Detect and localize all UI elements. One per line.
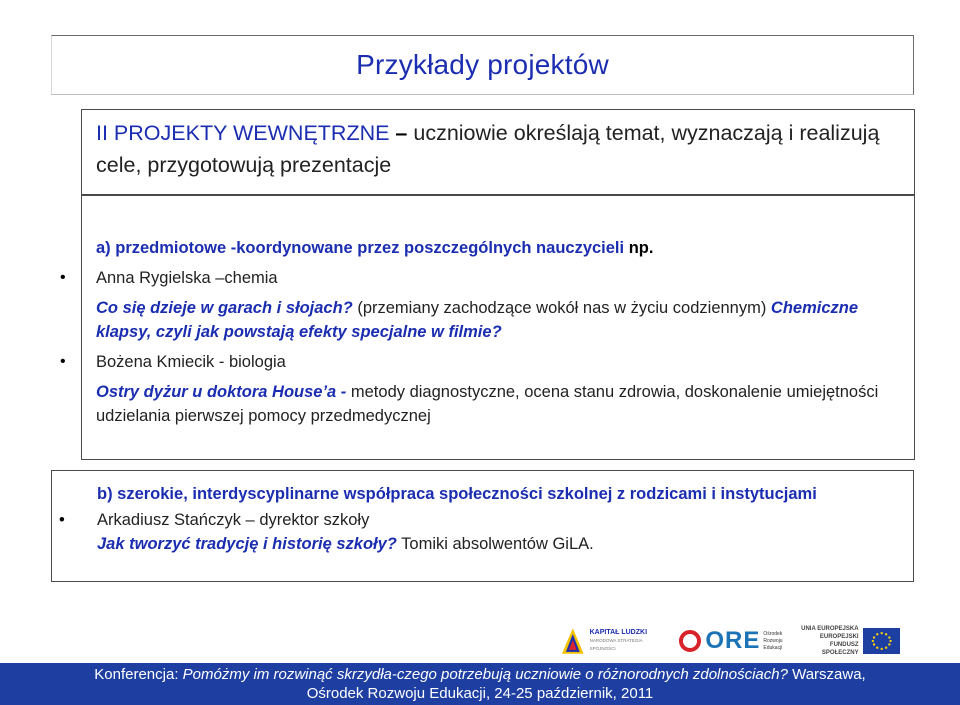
kapital-ludzki-logo: KAPITAŁ LUDZKI NARODOWA STRATEGIA SPÓJNOŚCI (560, 626, 668, 656)
item-description (96, 380, 900, 428)
item-title: Ostry dyżur u doktora House’a - (96, 383, 347, 401)
section-internal-projects (81, 109, 915, 195)
bullet-icon: • (60, 353, 66, 370)
eu-flag-icon (863, 628, 900, 654)
footer-line-1: Konferencja: Pomóżmy im rozwinąć skrzydła-czego potrzebują uczniowie o różnorodnych zdolnościach? Warszawa, (94, 666, 866, 683)
sponsor-logos (560, 620, 900, 662)
section-b-heading: b) szerokie, interdyscyplinarne współpraca społeczności szkolnej z rodzicami i instytucjami (97, 485, 817, 503)
item-description (97, 533, 893, 555)
item-person: Arkadiusz Stańczyk – dyrektor szkoły (97, 511, 370, 529)
footer-line-2: Ośrodek Rozwoju Edukacji, 24-25 październik, 2011 (306, 685, 654, 702)
section-interdisciplinary-projects (51, 470, 914, 582)
list-item (59, 509, 893, 531)
list-item (60, 350, 900, 374)
section-subject-projects (60, 195, 915, 460)
item-description (96, 296, 900, 344)
item-desc: Tomiki absolwentów GiLA. (396, 535, 594, 553)
item-title: Jak tworzyć tradycję i historię szkoły? (97, 535, 397, 553)
section-two-dash: – (389, 121, 414, 145)
item-desc: metody diagnostyczne, ocena stanu zdrowia, doskonalenie umiejętności udzielania pierwszej pomocy przedmedycznej (96, 383, 879, 425)
slide-title: Przykłady projektów (356, 49, 609, 80)
eu-logo: UNIA EUROPEJSKA EUROPEJSKI FUNDUSZ SPOŁECZNY (793, 625, 900, 657)
item-desc: (przemiany zachodzące wokół nas w życiu codziennym) (352, 299, 771, 317)
ore-ring-icon (678, 629, 702, 653)
bullet-icon: • (60, 269, 66, 286)
list-item (60, 266, 900, 290)
section-a-heading: a) przedmiotowe -koordynowane przez poszczególnych nauczycieli np. (96, 239, 654, 257)
item-person: Anna Rygielska –chemia (96, 269, 278, 287)
ore-logo: ORE Ośrodek Rozwoju Edukacji (678, 627, 782, 655)
item-person: Bożena Kmiecik - biologia (96, 353, 286, 371)
section-two-text: uczniowie określają temat, wyznaczają i realizują cele, przygotowują prezentacje (96, 121, 880, 177)
bullet-icon: • (59, 511, 65, 529)
kapital-ludzki-mark-icon (560, 626, 586, 656)
item-subtitle: Chemiczne klapsy, czyli jak powstają efekty specjalne w filmie? (96, 299, 859, 341)
title-box (51, 35, 914, 95)
footer-bar (0, 663, 960, 705)
section-two-label: II PROJEKTY WEWNĘTRZNE (96, 121, 390, 145)
item-title: Co się dzieje w garach i słojach? (96, 299, 353, 317)
